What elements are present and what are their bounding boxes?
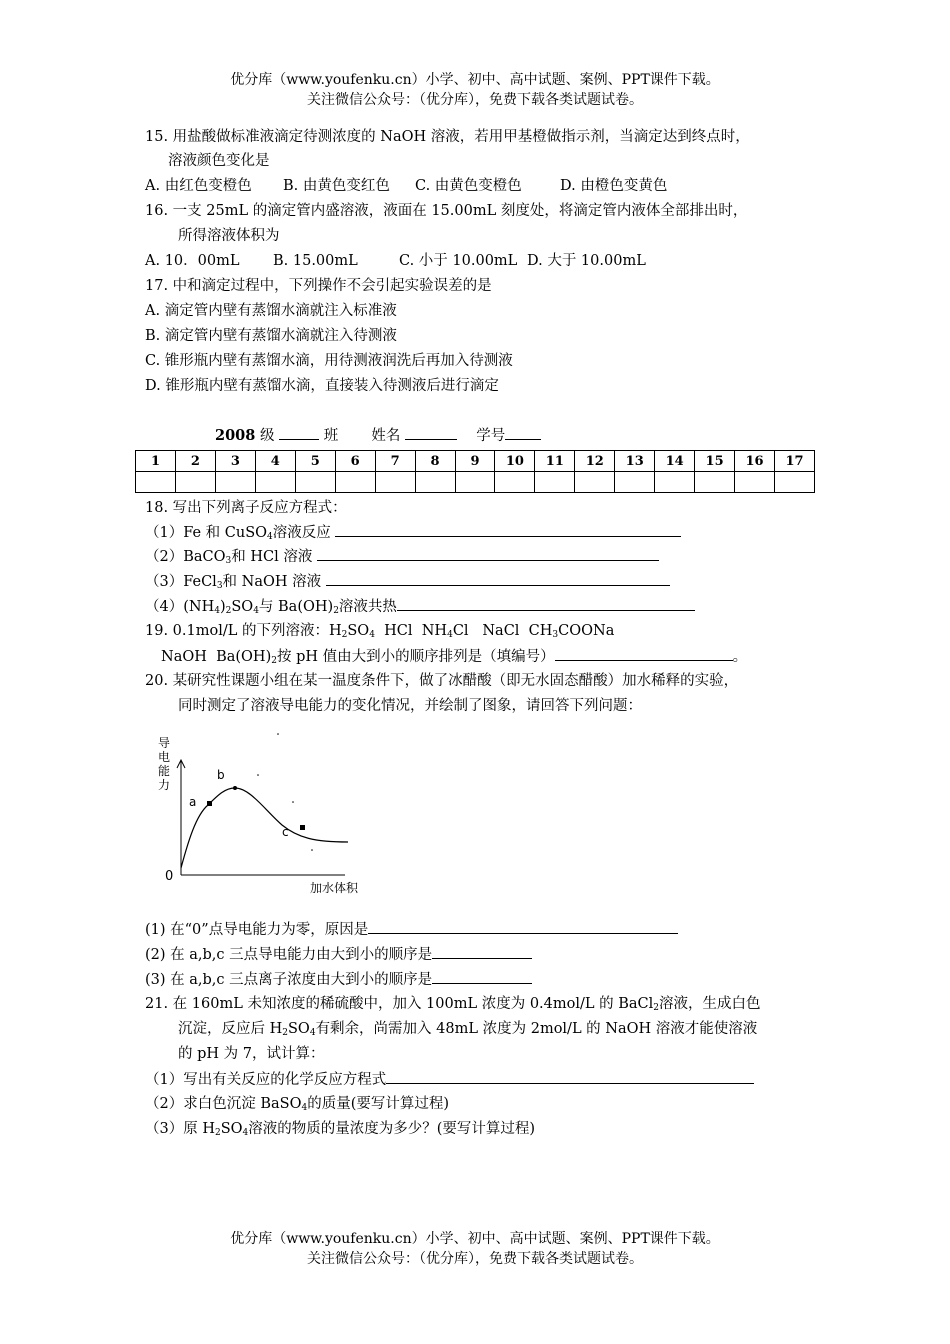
q19-text: COONa [558,623,615,639]
q18-item-2-text: （2）BaCO [145,549,226,565]
subscript: 4 [267,532,273,542]
answer-cell[interactable] [375,472,415,493]
q21-stem-1 [145,993,761,1015]
q18-blank-4[interactable] [397,595,695,611]
origin-label: 0 [165,869,174,884]
stray-dot [257,774,259,776]
subscript: 3 [552,630,559,640]
answer-number: 6 [335,451,375,472]
answer-grid [135,450,815,493]
subscript: 3 [225,556,232,566]
q18-title: 18. 写出下列离子反应方程式： [145,500,347,516]
q21-text: SO [288,1021,310,1037]
subscript: 2 [333,606,339,616]
q20-sub-3-text: (3) 在 a,b,c 三点离子浓度由大到小的顺序是 [145,972,433,988]
answer-number: 10 [495,451,535,472]
header-line-1: 优分库（www.youfenku.cn）小学、初中、高中试题、案例、PPT课件下载。 [230,72,720,88]
answer-cell[interactable] [535,472,575,493]
answer-number: 12 [575,451,615,472]
answer-number: 5 [295,451,335,472]
grade-blank[interactable] [279,424,319,440]
q21-text: 21. 在 160mL 未知浓度的稀硫酸中，加入 100mL 浓度为 0.4mol/L 的 BaCl [145,996,654,1012]
q16-stem-2: 所得溶液体积为 [178,228,280,244]
q17-stem: 17. 中和滴定过程中，下列操作不会引起实验误差的是 [145,278,492,294]
footer-line-2: 关注微信公众号：（优分库），免费下载各类试题试卷。 [307,1251,643,1267]
q19-text: 19. 0.1mol/L 的下列溶液：H [145,623,342,639]
q20-sub-2-text: (2) 在 a,b,c 三点导电能力由大到小的顺序是 [145,947,433,963]
answer-number: 13 [615,451,655,472]
q15-option-c: C. 由黄色变橙色 [415,178,522,194]
answer-cell[interactable] [175,472,215,493]
class-label: 班 [323,428,339,444]
q18-item-2-text-b: 和 HCl 溶液 [231,549,313,565]
q18-item-3-text-b: 和 NaOH 溶液 [222,574,322,590]
q21-sub-3-text-b: SO [220,1121,243,1137]
q19-text: HCl NH [374,623,448,639]
answer-cell[interactable] [255,472,295,493]
q18-item-4-text: （4）(NH [145,599,215,615]
subscript: 4 [301,1103,308,1113]
q21-stem-2 [178,1018,757,1040]
answer-cell[interactable] [335,472,375,493]
answer-number: 3 [215,451,255,472]
id-label: 学号 [476,428,506,444]
q19-blank[interactable] [555,645,733,661]
answer-cell[interactable] [295,472,335,493]
answer-number: 11 [535,451,575,472]
q21-sub-2-text: （2）求白色沉淀 BaSO [145,1096,302,1112]
q15-stem-2: 溶液颜色变化是 [168,153,270,169]
x-axis-label: 加水体积 [310,881,359,895]
conductivity-graph [150,730,390,900]
q20-blank-1[interactable] [368,918,678,934]
q21-text: 沉淀，反应后 H [178,1021,283,1037]
q15-stem-1: 15. 用盐酸做标准液滴定待测浓度的 NaOH 溶液，若用甲基橙做指示剂，当滴定达到终点时， [145,129,750,145]
answer-number: 7 [375,451,415,472]
q16-option-a: A. 10．00mL [145,253,240,269]
q18-item-1-text-b: 溶液反应 [272,525,331,541]
answer-cell[interactable] [775,472,815,493]
subscript: 3 [216,581,223,591]
subscript: 2 [271,656,277,666]
stray-dot [277,733,279,735]
answer-number: 9 [455,451,495,472]
class-year: 2008 [215,427,256,444]
q18-item-1 [145,521,681,544]
q21-sub-1-text: （1）写出有关反应的化学反应方程式 [145,1072,387,1088]
q16-option-b: B. 15.00mL [273,253,358,269]
stray-dot [311,849,313,851]
q17-option-d: D. 锥形瓶内壁有蒸馏水滴，直接装入待测液后进行滴定 [145,378,499,394]
answer-cell[interactable] [695,472,735,493]
answer-cell[interactable] [615,472,655,493]
y-label-char: 力 [158,778,171,792]
conductivity-curve [181,788,348,868]
subscript: 2 [653,1003,659,1013]
subscript: 4 [309,1028,316,1038]
q18-item-4-text-b: ) [219,599,226,615]
answer-cell[interactable] [136,472,176,493]
q19-line-1 [145,620,614,642]
name-label: 姓名 [371,428,401,444]
subscript: 4 [253,606,259,616]
q17-option-c: C. 锥形瓶内壁有蒸馏水滴，用待测液润洗后再加入待测液 [145,353,513,369]
q16-stem-1: 16. 一支 25mL 的滴定管内盛溶液，液面在 15.00mL 刻度处，将滴定管内液体全部排出时， [145,203,748,219]
q18-item-2 [145,545,659,568]
q16-option-c: C. 小于 10.00mL [399,253,518,269]
subscript: 4 [447,630,453,640]
header-line-2: 关注微信公众号：（优分库），免费下载各类试题试卷。 [307,92,643,108]
answer-cell[interactable] [455,472,495,493]
answer-number: 15 [695,451,735,472]
answer-number: 2 [175,451,215,472]
answer-grid-numbers [136,451,815,472]
q20-sub-1-text: (1) 在“0”点导电能力为零，原因是 [145,922,369,938]
y-axis-label [158,736,170,792]
q21-sub-3-text: （3）原 H [145,1121,215,1137]
point-a-marker [207,801,212,806]
q18-item-3-text: （3）FeCl [145,574,217,590]
answer-cell[interactable] [415,472,455,493]
q15-option-a: A. 由红色变橙色 [145,178,252,194]
q21-text: 有剩余，尚需加入 48mL 浓度为 2mol/L 的 NaOH 溶液才能使溶液 [315,1021,758,1037]
q21-sub-1 [145,1068,754,1091]
q16-options [145,250,646,272]
answer-number: 8 [415,451,455,472]
q16-option-d: D. 大于 10.00mL [527,253,646,269]
q21-sub-3 [145,1118,535,1140]
q20-stem-2: 同时测定了溶液导电能力的变化情况，并绘制了图象，请回答下列问题： [178,698,642,714]
q19-period: 。 [732,649,748,665]
answer-cell[interactable] [655,472,695,493]
answer-number: 17 [775,451,815,472]
point-c-marker [300,825,305,830]
q21-text: 溶液，生成白色 [659,996,761,1012]
point-b-label: b [217,768,225,782]
answer-number: 4 [255,451,295,472]
answer-cell[interactable] [215,472,255,493]
q20-sub-3 [145,968,532,991]
point-c-label: c [282,825,289,839]
q17-option-a: A. 滴定管内壁有蒸馏水滴就注入标准液 [145,303,397,319]
q20-sub-2 [145,943,532,966]
answer-cell[interactable] [735,472,775,493]
q17-option-b: B. 滴定管内壁有蒸馏水滴就注入待测液 [145,328,397,344]
q15-option-b: B. 由黄色变红色 [283,178,390,194]
q18-blank-3[interactable] [326,570,670,586]
q20-stem-1: 20. 某研究性课题小组在某一温度条件下，做了冰醋酸（即无水固态醋酸）加水稀释的实验， [145,673,739,689]
q18-blank-1[interactable] [335,521,681,537]
subscript: 4 [369,630,375,640]
stray-dot [292,801,294,803]
q18-item-4-text-e: 溶液共热 [338,599,397,615]
y-label-char: 能 [158,764,171,778]
footer-line-1: 优分库（www.youfenku.cn）小学、初中、高中试题、案例、PPT课件下载。 [230,1231,720,1247]
q19-text: SO [347,623,370,639]
q18-item-1-text: （1）Fe 和 CuSO [145,525,268,541]
answer-cell[interactable] [575,472,615,493]
q19-text: 按 pH 值由大到小的顺序排列是（填编号） [276,649,555,665]
answer-number: 16 [735,451,775,472]
q18-item-4 [145,595,695,618]
q18-item-4-text-d: 与 Ba(OH) [258,599,334,615]
q15-options [145,175,667,197]
subscript: 2 [282,1028,288,1038]
answer-number: 14 [655,451,695,472]
q20-blank-2[interactable] [432,943,532,959]
answer-number: 1 [136,451,176,472]
q21-sub-2-text-b: 的质量(要写计算过程) [307,1096,450,1112]
point-a-label: a [189,795,197,809]
q20-blank-3[interactable] [432,968,532,984]
subscript: 2 [341,630,348,640]
point-b-marker [233,786,237,790]
name-blank[interactable] [405,424,457,440]
q19-text: Cl NaCl CH [452,623,553,639]
q21-blank-1[interactable] [386,1068,754,1084]
answer-cell[interactable] [495,472,535,493]
subscript: 2 [225,606,232,616]
q19-line-2 [161,645,747,668]
q21-sub-3-text-c: 溶液的物质的量浓度为多少？(要写计算过程) [248,1121,536,1137]
subscript: 2 [214,1128,221,1138]
q18-item-4-text-c: SO [231,599,254,615]
q15-option-d: D. 由橙色变黄色 [560,178,668,194]
subscript: 4 [214,606,220,616]
answer-grid-blanks [136,472,815,493]
q21-sub-2 [145,1093,449,1115]
q21-stem-3: 的 pH 为 7，试计算： [178,1046,325,1062]
y-label-char: 电 [158,750,171,764]
grade-label: 级 [259,428,275,444]
q20-sub-1 [145,918,678,941]
q19-text: NaOH Ba(OH) [161,649,272,665]
answer-sheet-header [215,424,541,447]
subscript: 4 [242,1128,249,1138]
q18-item-3 [145,570,670,593]
y-label-char: 导 [158,736,171,750]
id-blank[interactable] [505,424,541,440]
q18-blank-2[interactable] [317,545,659,561]
